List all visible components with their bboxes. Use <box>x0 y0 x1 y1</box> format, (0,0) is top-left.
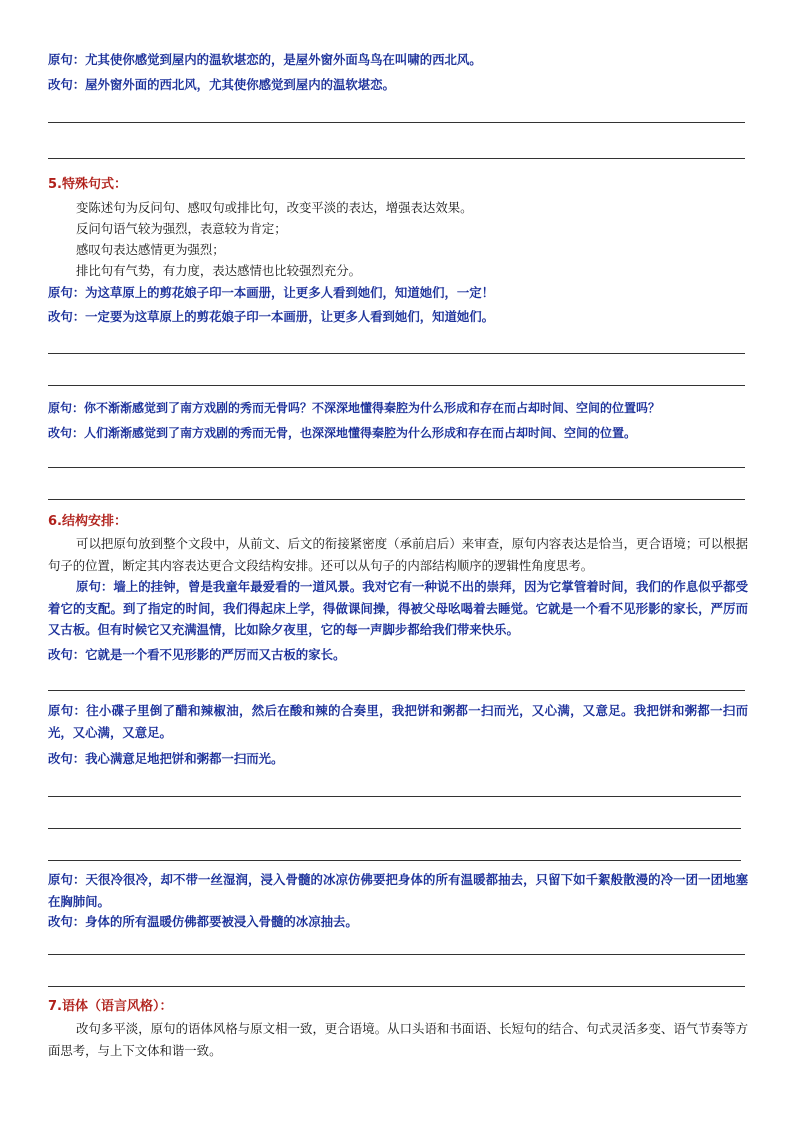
section5-ex2-revised: 改句：人们渐渐感觉到了南方戏剧的秀而无骨，也深深地懂得秦腔为什么形成和存在而占却时间、空间的位置。 <box>48 426 637 440</box>
section7-text: 改句多平淡，原句的语体风格与原文相一致，更合语境。从口头语和书面语、长短句的结合、句式灵活多变、语气节奏等方面思考，与上下文体和谐一致。 <box>48 1021 748 1058</box>
section5-ex1-original: 原句：为这草原上的剪花娘子印一本画册，让更多人看到她们，知道她们，一定！ <box>48 285 495 300</box>
section6-ex3-original: 原句：天很冷很冷，却不带一丝湿润，浸入骨髓的冰凉仿佛要把身体的所有温暖都抽去，只留下如千絮般散漫的冷一团一团地塞在胸肺间。 <box>48 872 748 909</box>
section5-note: 变陈述句为反问句、感叹句或排比句，改变平淡的表达，增强表达效果。 <box>76 200 473 215</box>
answer-line <box>48 954 745 955</box>
section5-note: 反问句语气较为强烈，表意较为肯定； <box>76 221 287 236</box>
block1-revised: 改句：屋外窗外面的西北风，尤其使你感觉到屋内的温软堪恋。 <box>48 77 395 92</box>
section6-ex1-original: 原句：墙上的挂钟，曾是我童年最爱看的一道风景。我对它有一种说不出的崇拜，因为它掌管着时间，我们的作息似乎都受着它的支配。到了指定的时间，我们得起床上学，得做课间操，得被父母吆喝着去睡觉。它就是一个看不见形影的家长，严厉而又古板。但有时候它又充满温情，比如除夕夜里，它的每一声脚步都给我们带来快乐。 <box>48 579 748 637</box>
answer-line <box>48 385 745 386</box>
answer-line <box>48 860 741 861</box>
answer-line <box>48 499 745 500</box>
section6-ex1-revised: 改句：它就是一个看不见形影的严厉而又古板的家长。 <box>48 647 346 662</box>
section5-ex1-revised: 改句：一定要为这草原上的剪花娘子印一本画册，让更多人看到她们，知道她们。 <box>48 309 495 324</box>
answer-line <box>48 986 745 987</box>
section6-ex2-original: 原句：往小碟子里倒了醋和辣椒油，然后在酸和辣的合奏里，我把饼和粥都一扫而光，又心满，又意足。我把饼和粥都一扫而光，又心满，又意足。 <box>48 703 748 740</box>
answer-line <box>48 122 745 123</box>
answer-line <box>48 796 741 797</box>
answer-line <box>48 467 745 468</box>
answer-line <box>48 158 745 159</box>
section5-note: 排比句有气势，有力度，表达感情也比较强烈充分。 <box>76 263 361 278</box>
section6-heading: 6.结构安排： <box>48 514 127 529</box>
section5-note: 感叹句表达感情更为强烈； <box>76 242 225 257</box>
answer-line <box>48 353 745 354</box>
block1-original: 原句：尤其使你感觉到屋内的温软堪恋的，是屋外窗外面鸟鸟在叫啸的西北风。 <box>48 52 482 67</box>
section7-heading: 7.语体（语言风格）： <box>48 999 173 1014</box>
section6-ex3-revised: 改句：身体的所有温暖仿佛都要被浸入骨髓的冰凉抽去。 <box>48 914 358 929</box>
section6-ex2-revised: 改句：我心满意足地把饼和粥都一扫而光。 <box>48 751 284 766</box>
section6-intro: 可以把原句放到整个文段中，从前文、后文的衔接紧密度（承前启后）来审查，原句内容表达是恰当，更合语境；可以根据句子的位置，断定其内容表达更合文段结构安排。还可以从句子的内部结构顺序的逻辑性角度思考。 <box>48 536 748 573</box>
section5-ex2-original: 原句：你不渐渐感觉到了南方戏剧的秀而无骨吗？不深深地懂得秦腔为什么形成和存在而占却时间、空间的位置吗？ <box>48 401 661 415</box>
section5-heading: 5.特殊句式： <box>48 177 127 192</box>
answer-line <box>48 690 745 691</box>
answer-line <box>48 828 741 829</box>
